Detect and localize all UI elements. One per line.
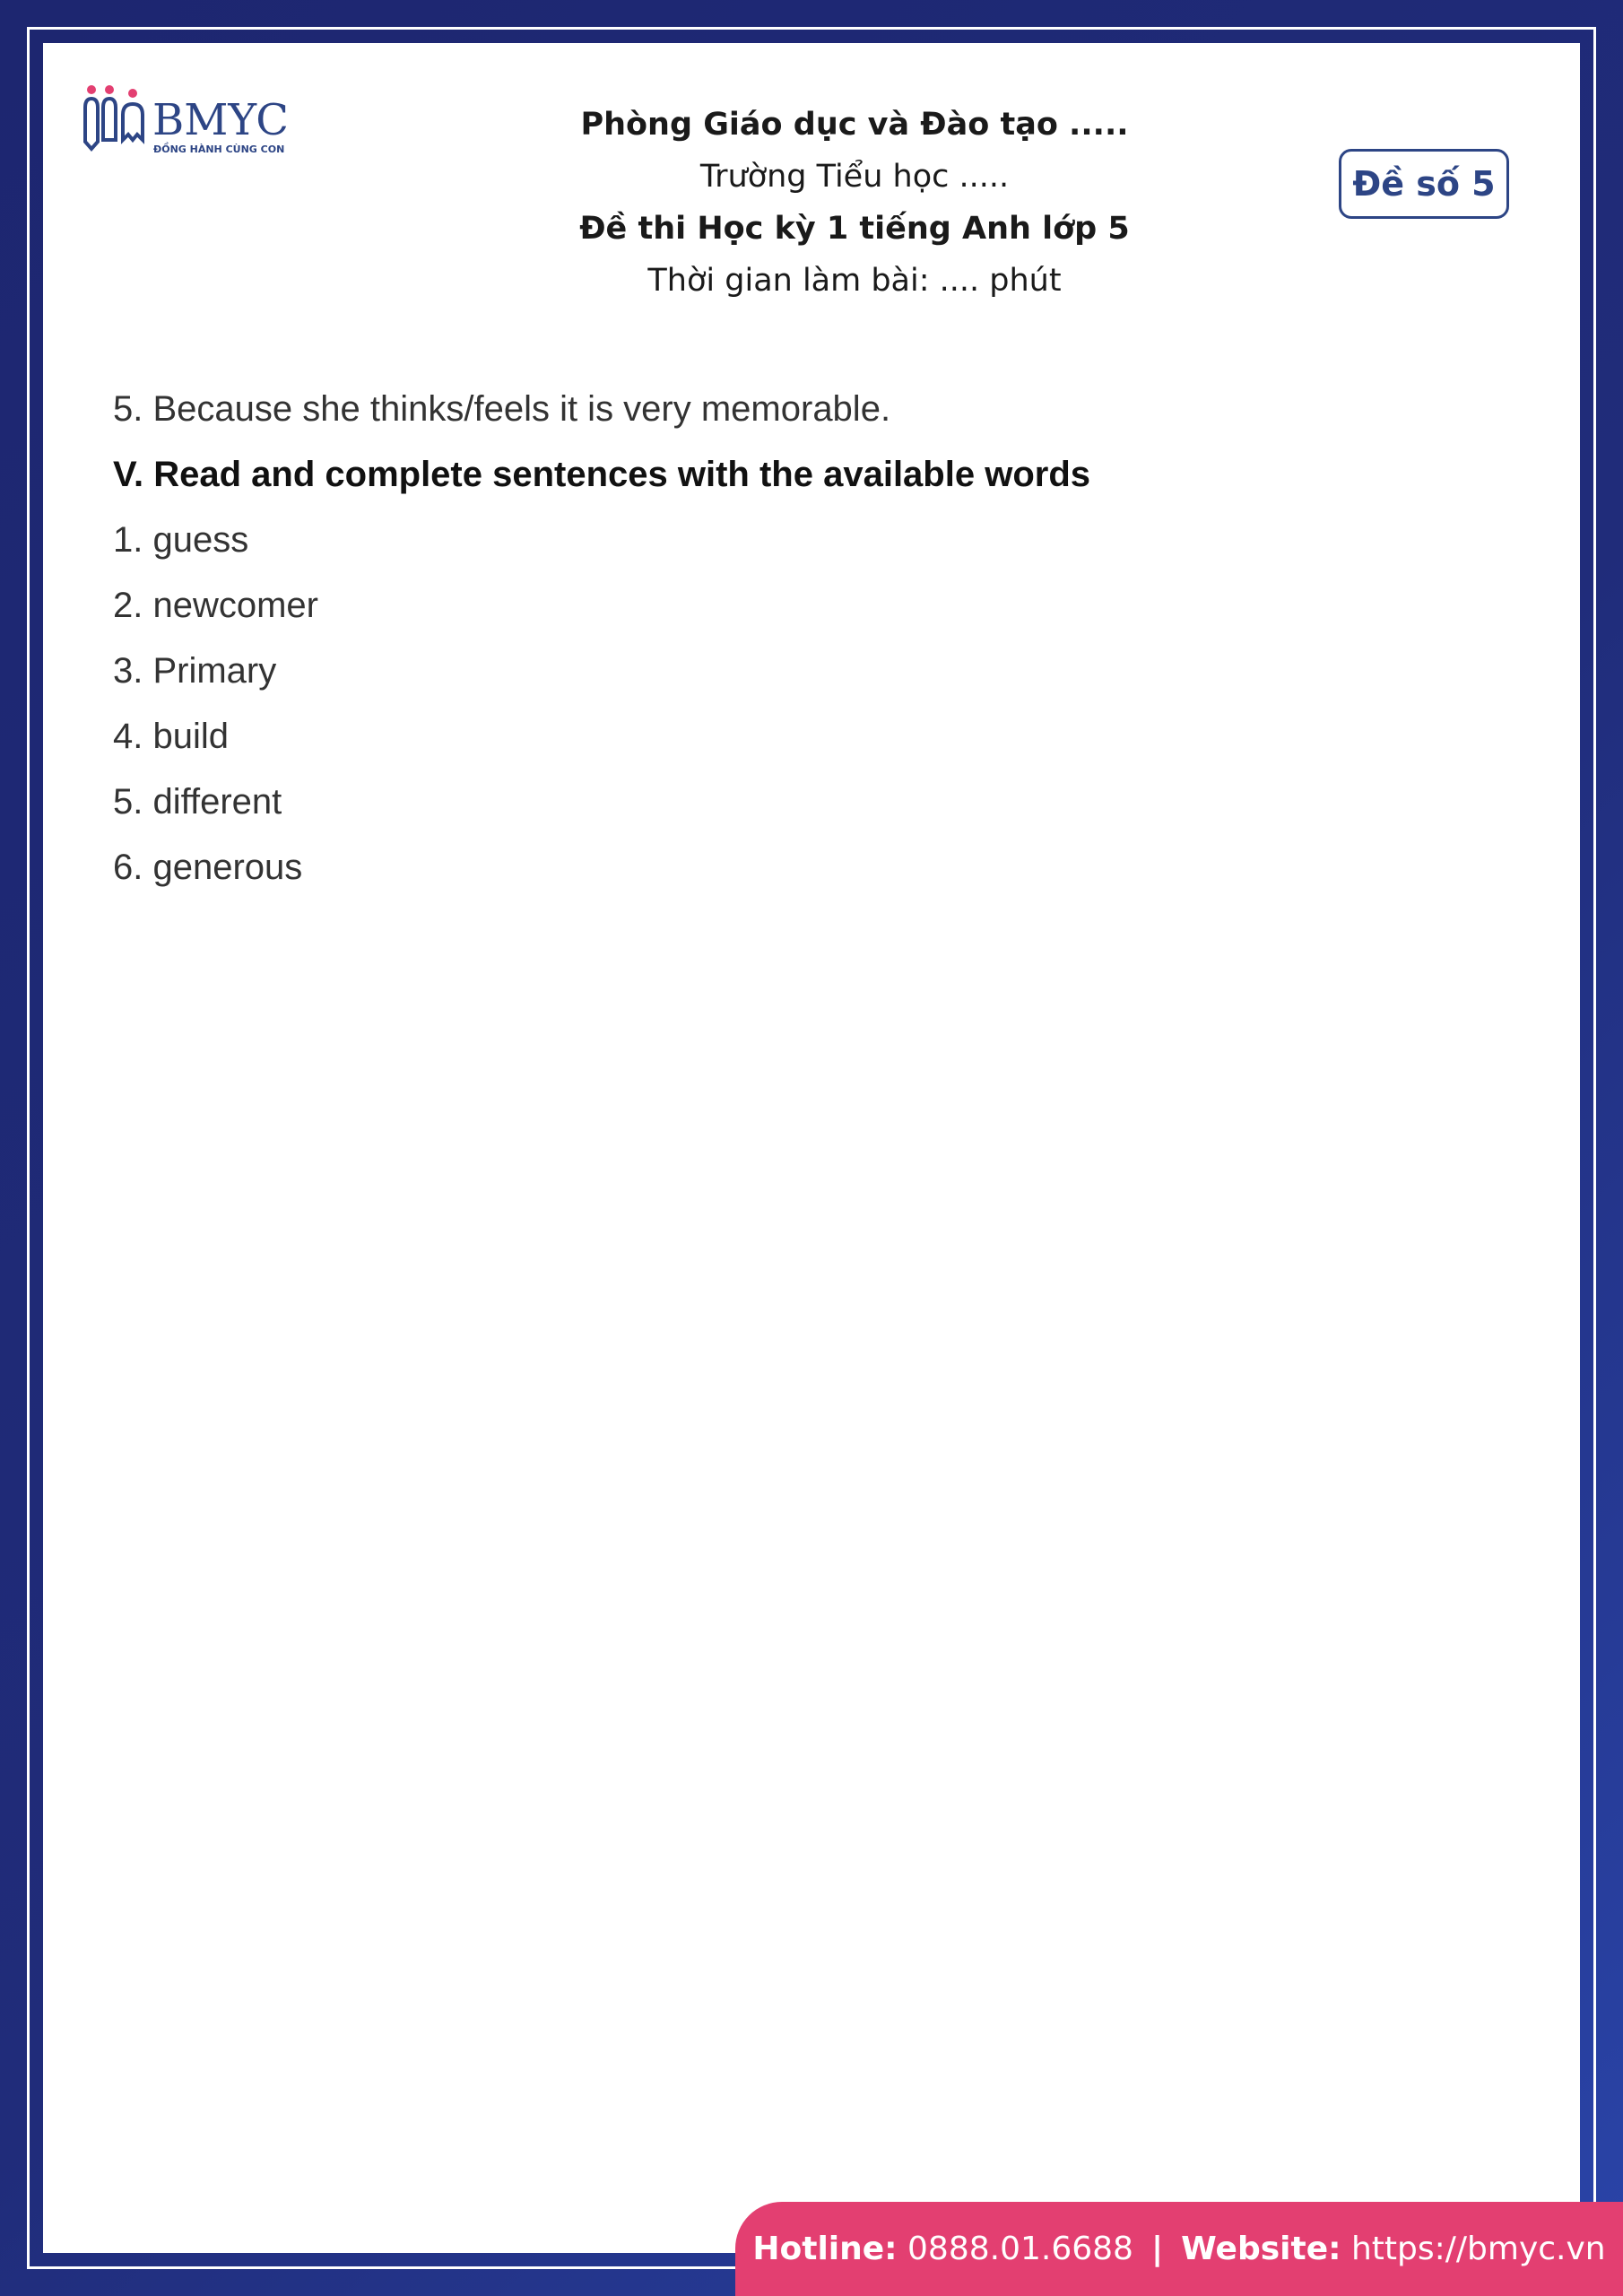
website-label: Website: [1181, 2231, 1341, 2267]
bmyc-logo [79, 70, 312, 160]
answer-item: 6. generous [113, 848, 303, 887]
hotline-label: Hotline: [752, 2231, 898, 2267]
school-name: Trường Tiểu học ..... [699, 159, 1010, 195]
answer-item: 2. newcomer [113, 586, 318, 625]
footer-separator: | [1150, 2231, 1164, 2267]
hotline-number[interactable]: 0888.01.6688 [907, 2231, 1133, 2267]
section-title: V. Read and complete sentences with the available words [113, 455, 1090, 494]
exam-number-badge: Đề số 5 [1339, 149, 1509, 219]
contact-footer [735, 2202, 1623, 2296]
svg-text:BMYC: BMYC [152, 95, 289, 145]
document-page [43, 43, 1580, 2253]
svg-text:ĐỒNG HÀNH CÙNG CON: ĐỒNG HÀNH CÙNG CON [153, 144, 285, 155]
exam-header [402, 99, 1307, 307]
exam-duration: Thời gian làm bài: .... phút [647, 263, 1062, 299]
answer-item: 1. guess [113, 520, 249, 560]
website-link[interactable]: https://bmyc.vn [1350, 2231, 1606, 2267]
answer-item: 4. build [113, 717, 229, 756]
answer-item: 5. different [113, 782, 282, 822]
department-name: Phòng Giáo dục và Đào tạo ..... [580, 107, 1129, 143]
exam-title: Đề thi Học kỳ 1 tiếng Anh lớp 5 [579, 211, 1130, 247]
answer-content [113, 377, 1512, 900]
previous-answer: 5. Because she thinks/feels it is very memorable. [113, 389, 891, 429]
answer-item: 3. Primary [113, 651, 277, 691]
